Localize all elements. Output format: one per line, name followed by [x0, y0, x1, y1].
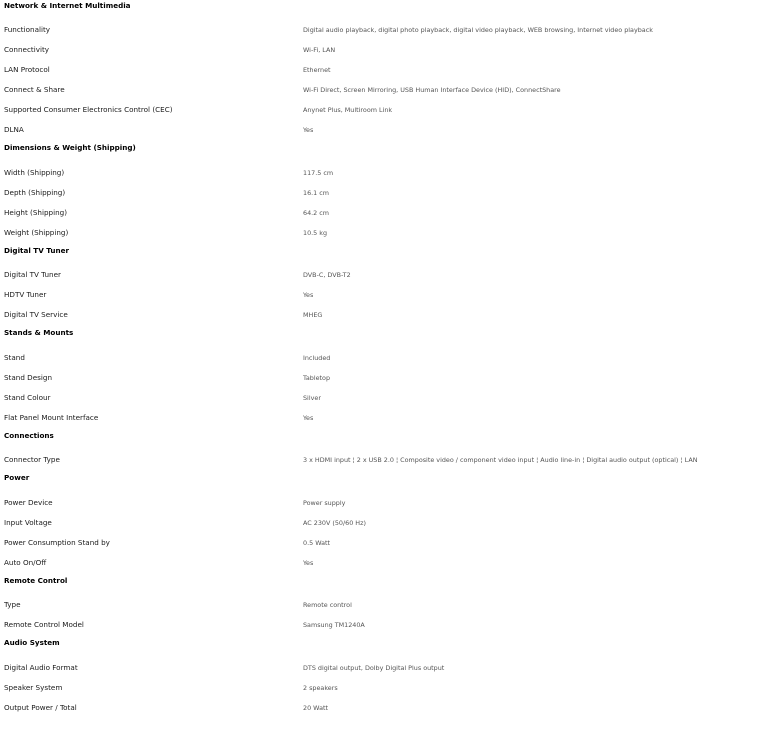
spec-row	[0, 617, 768, 637]
spec-value: Included	[303, 353, 331, 362]
spec-label: LAN Protocol	[4, 65, 50, 74]
spec-value: Remote control	[303, 601, 352, 609]
spec-value: AC 230V (50/60 Hz)	[303, 518, 366, 527]
spec-row	[0, 660, 768, 680]
spec-row	[0, 700, 768, 720]
spec-label: Auto On/Off	[4, 557, 47, 567]
spec-label: DLNA	[4, 125, 24, 134]
section-stands-mounts	[0, 327, 768, 430]
spec-label: Connect & Share	[4, 85, 65, 94]
spec-row	[0, 62, 768, 82]
spec-value: Wi-Fi Direct, Screen Mirroring, USB Human Interface Device (HID), ConnectShare	[303, 86, 561, 94]
spec-value: Yes	[303, 413, 314, 422]
spec-value: 16.1 cm	[303, 188, 329, 197]
section-audio-system	[0, 637, 768, 720]
spec-row	[0, 287, 768, 307]
spec-row	[0, 597, 768, 617]
section-title: Remote Control	[4, 575, 68, 585]
spec-row	[0, 370, 768, 390]
spec-label: Remote Control Model	[4, 620, 84, 629]
spec-value: 20 Watt	[303, 703, 329, 712]
spec-value: Anynet Plus, Multiroom Link	[303, 106, 393, 114]
spec-label: Weight (Shipping)	[4, 227, 69, 237]
spec-label: Power Consumption Stand by	[4, 537, 110, 547]
spec-value: MHEG	[303, 311, 323, 319]
section-title: Stands & Mounts	[4, 328, 74, 337]
spec-value: 10.5 kg	[303, 228, 328, 237]
section-power	[0, 472, 768, 575]
section-network-internet-multimedia	[0, 0, 768, 142]
spec-label: Depth (Shipping)	[4, 187, 66, 197]
spec-label: Flat Panel Mount Interface	[4, 412, 99, 422]
spec-row	[0, 307, 768, 327]
spec-row	[0, 555, 768, 575]
spec-row	[0, 42, 768, 62]
spec-label: Stand	[4, 352, 25, 362]
spec-label: Speaker System	[4, 682, 63, 692]
spec-value: Yes	[303, 126, 314, 134]
spec-value: Tabletop	[303, 373, 330, 382]
spec-label: Digital TV Service	[4, 310, 68, 319]
spec-row	[0, 122, 768, 142]
spec-value: 0.5 Watt	[303, 538, 331, 547]
spec-row	[0, 515, 768, 535]
spec-label: HDTV Tuner	[4, 290, 47, 299]
spec-label: Supported Consumer Electronics Control (CEC)	[4, 105, 173, 114]
spec-row	[0, 102, 768, 122]
spec-label: Connector Type	[4, 455, 60, 464]
spec-label: Stand Design	[4, 372, 53, 382]
spec-label: Output Power / Total	[4, 702, 77, 712]
spec-row	[0, 680, 768, 700]
spec-label: Height (Shipping)	[4, 207, 68, 217]
section-title: Network & Internet Multimedia	[4, 1, 131, 10]
spec-label: Width (Shipping)	[4, 167, 65, 177]
spec-row	[0, 267, 768, 287]
spec-row	[0, 225, 768, 245]
spec-value: Yes	[303, 558, 314, 567]
spec-value: Samsung TM1240A	[303, 621, 365, 629]
spec-label: Input Voltage	[4, 517, 52, 527]
section-title: Dimensions & Weight (Shipping)	[4, 143, 136, 152]
spec-row	[0, 185, 768, 205]
spec-value: Ethernet	[303, 66, 331, 74]
spec-row	[0, 410, 768, 430]
spec-value: DTS digital output, Dolby Digital Plus output	[303, 663, 445, 672]
spec-value: 3 x HDMI input ¦ 2 x USB 2.0 ¦ Composite video / component video input ¦ Audio line-in ¦ Digital audio output (optical) ¦ LAN	[303, 456, 698, 464]
spec-row	[0, 535, 768, 555]
spec-row	[0, 350, 768, 370]
section-digital-tv-tuner	[0, 245, 768, 328]
spec-value: 117.5 cm	[303, 168, 334, 177]
section-connections	[0, 430, 768, 473]
section-dimensions-weight-shipping	[0, 142, 768, 245]
section-title: Audio System	[4, 638, 60, 647]
spec-value: 2 speakers	[303, 683, 338, 692]
spec-row	[0, 205, 768, 225]
spec-value: Wi-Fi, LAN	[303, 46, 336, 54]
spec-label: Digital Audio Format	[4, 662, 78, 672]
spec-row	[0, 22, 768, 42]
spec-label: Power Device	[4, 497, 53, 507]
spec-row	[0, 390, 768, 410]
spec-label: Connectivity	[4, 45, 50, 54]
spec-label: Digital TV Tuner	[4, 270, 61, 279]
spec-value: 64.2 cm	[303, 208, 329, 217]
section-title: Connections	[4, 430, 54, 440]
spec-value: Silver	[303, 393, 321, 402]
section-title: Digital TV Tuner	[4, 245, 70, 255]
spec-value: DVB-C, DVB-T2	[303, 271, 351, 279]
spec-label: Functionality	[4, 25, 51, 34]
spec-label: Type	[4, 600, 21, 609]
spec-row	[0, 452, 768, 472]
spec-row	[0, 82, 768, 102]
section-remote-control	[0, 575, 768, 638]
spec-value: Yes	[303, 291, 314, 299]
section-title: Power	[4, 473, 30, 482]
spec-row	[0, 165, 768, 185]
spec-value: Digital audio playback, digital photo playback, digital video playback, WEB browsing, Internet video playback	[303, 26, 653, 34]
spec-value: Power supply	[303, 498, 346, 507]
spec-label: Stand Colour	[4, 392, 51, 402]
spec-row	[0, 495, 768, 515]
